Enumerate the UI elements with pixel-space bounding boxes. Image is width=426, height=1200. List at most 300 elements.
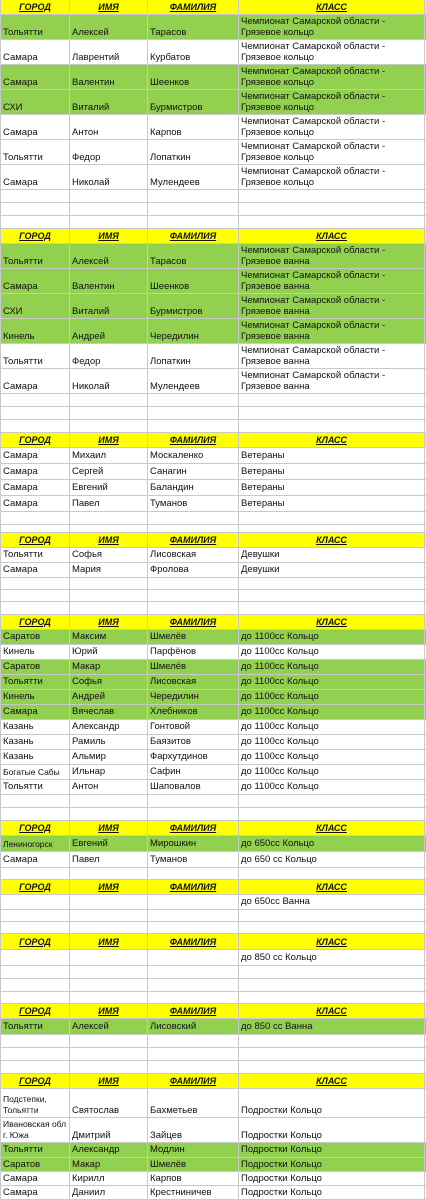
header-last-name-cell[interactable]: ФАМИЛИЯ bbox=[148, 821, 239, 835]
first-name-cell[interactable] bbox=[70, 190, 148, 202]
class-cell[interactable]: Подростки Кольцо bbox=[239, 1143, 425, 1157]
city-cell[interactable] bbox=[0, 578, 70, 589]
last-name-cell[interactable]: Тарасов bbox=[148, 15, 239, 39]
class-cell[interactable]: Ветераны bbox=[239, 480, 425, 495]
city-cell[interactable]: Самара bbox=[0, 115, 70, 139]
last-name-cell[interactable]: Шеенков bbox=[148, 65, 239, 89]
class-cell[interactable]: Чемпионат Самарской области - Грязевое кольцо bbox=[239, 65, 425, 89]
last-name-cell[interactable]: Шмелёв bbox=[148, 1158, 239, 1171]
city-cell[interactable]: Самара bbox=[0, 563, 70, 577]
last-name-cell[interactable] bbox=[148, 895, 239, 909]
city-cell[interactable]: Тольятти bbox=[0, 1143, 70, 1157]
header-last-name-cell[interactable]: ФАМИЛИЯ bbox=[148, 1004, 239, 1018]
city-cell[interactable]: Саратов bbox=[0, 630, 70, 644]
last-name-cell[interactable] bbox=[148, 602, 239, 614]
last-name-cell[interactable]: Парфёнов bbox=[148, 645, 239, 659]
class-cell[interactable]: Ветераны bbox=[239, 448, 425, 463]
city-cell[interactable]: Тольятти bbox=[0, 548, 70, 562]
first-name-cell[interactable] bbox=[70, 1035, 148, 1047]
class-cell[interactable]: до 1100cc Кольцо bbox=[239, 690, 425, 704]
first-name-cell[interactable]: Юрий bbox=[70, 645, 148, 659]
class-cell[interactable] bbox=[239, 190, 425, 202]
first-name-cell[interactable]: Макар bbox=[70, 1158, 148, 1171]
city-cell[interactable]: Тольятти bbox=[0, 140, 70, 164]
class-cell[interactable]: Чемпионат Самарской области - Грязевое ванна bbox=[239, 294, 425, 318]
first-name-cell[interactable] bbox=[70, 590, 148, 601]
city-cell[interactable]: Кинель bbox=[0, 645, 70, 659]
last-name-cell[interactable] bbox=[148, 203, 239, 215]
class-cell[interactable]: до 1100cc Кольцо bbox=[239, 705, 425, 719]
header-city-cell[interactable]: ГОРОД bbox=[0, 934, 70, 949]
first-name-cell[interactable]: Павел bbox=[70, 852, 148, 867]
city-cell[interactable] bbox=[0, 966, 70, 978]
class-cell[interactable] bbox=[239, 966, 425, 978]
last-name-cell[interactable]: Карпов bbox=[148, 115, 239, 139]
city-cell[interactable] bbox=[0, 394, 70, 406]
last-name-cell[interactable]: Фархутдинов bbox=[148, 750, 239, 764]
first-name-cell[interactable]: Макар bbox=[70, 660, 148, 674]
city-cell[interactable]: СХИ bbox=[0, 90, 70, 114]
last-name-cell[interactable]: Баландин bbox=[148, 480, 239, 495]
city-cell[interactable]: Тольятти bbox=[0, 244, 70, 268]
table-row bbox=[0, 40, 426, 65]
header-class-cell[interactable]: КЛАСС bbox=[239, 821, 425, 835]
class-cell[interactable]: до 650 сс Кольцо bbox=[239, 852, 425, 867]
city-cell[interactable]: Подстепки, Тольятти bbox=[0, 1089, 70, 1117]
last-name-cell[interactable]: Чередилин bbox=[148, 690, 239, 704]
header-class-cell[interactable]: КЛАСС bbox=[239, 0, 425, 14]
class-cell[interactable]: до 850 сс Ванна bbox=[239, 1019, 425, 1034]
class-cell[interactable] bbox=[239, 525, 425, 532]
last-name-cell[interactable]: Туманов bbox=[148, 852, 239, 867]
class-cell[interactable]: Чемпионат Самарской области - Грязевое кольцо bbox=[239, 15, 425, 39]
first-name-cell[interactable]: Николай bbox=[70, 165, 148, 189]
first-name-cell[interactable]: Сергей bbox=[70, 464, 148, 479]
class-cell[interactable]: Чемпионат Самарской области - Грязевое кольцо bbox=[239, 90, 425, 114]
class-cell[interactable]: до 1100cc Кольцо bbox=[239, 750, 425, 764]
last-name-cell[interactable]: Крестниничев bbox=[148, 1186, 239, 1199]
first-name-cell[interactable]: Даниил bbox=[70, 1186, 148, 1199]
last-name-cell[interactable]: Шмелёв bbox=[148, 630, 239, 644]
last-name-cell[interactable] bbox=[148, 992, 239, 1003]
last-name-cell[interactable] bbox=[148, 525, 239, 532]
city-cell[interactable]: Ивановская обл г. Южа bbox=[0, 1118, 70, 1142]
first-name-cell[interactable] bbox=[70, 966, 148, 978]
class-cell[interactable] bbox=[239, 407, 425, 419]
last-name-cell[interactable]: Чередилин bbox=[148, 319, 239, 343]
first-name-cell[interactable]: Федор bbox=[70, 344, 148, 368]
header-city-cell[interactable]: ГОРОД bbox=[0, 433, 70, 447]
last-name-cell[interactable]: Хлебников bbox=[148, 705, 239, 719]
class-cell[interactable] bbox=[239, 203, 425, 215]
class-cell[interactable] bbox=[239, 992, 425, 1003]
city-cell[interactable]: Самара bbox=[0, 852, 70, 867]
header-first-name-cell[interactable]: ИМЯ bbox=[70, 0, 148, 14]
first-name-cell[interactable]: Виталий bbox=[70, 294, 148, 318]
last-name-cell[interactable] bbox=[148, 578, 239, 589]
class-cell[interactable]: Чемпионат Самарской области - Грязевое кольцо bbox=[239, 40, 425, 64]
city-cell[interactable]: Богатые Сабы bbox=[0, 765, 70, 779]
last-name-cell[interactable] bbox=[148, 922, 239, 933]
last-name-cell[interactable] bbox=[148, 966, 239, 978]
class-cell[interactable]: до 1100cc Кольцо bbox=[239, 735, 425, 749]
city-cell[interactable]: Самара bbox=[0, 448, 70, 463]
first-name-cell[interactable]: Софья bbox=[70, 675, 148, 689]
class-cell[interactable]: Чемпионат Самарской области - Грязевое ванна bbox=[239, 269, 425, 293]
header-last-name-cell[interactable]: ФАМИЛИЯ bbox=[148, 615, 239, 629]
city-cell[interactable]: Тольятти bbox=[0, 780, 70, 794]
header-city-cell[interactable]: ГОРОД bbox=[0, 533, 70, 547]
first-name-cell[interactable]: Дмитрий bbox=[70, 1118, 148, 1142]
city-cell[interactable]: Самара bbox=[0, 480, 70, 495]
header-city-cell[interactable]: ГОРОД bbox=[0, 880, 70, 894]
city-cell[interactable]: Самара bbox=[0, 165, 70, 189]
last-name-cell[interactable]: Лисовский bbox=[148, 1019, 239, 1034]
last-name-cell[interactable] bbox=[148, 590, 239, 601]
first-name-cell[interactable] bbox=[70, 868, 148, 879]
last-name-cell[interactable] bbox=[148, 950, 239, 965]
city-cell[interactable] bbox=[0, 216, 70, 228]
class-cell[interactable]: до 1100cc Кольцо bbox=[239, 660, 425, 674]
first-name-cell[interactable]: Лаврентий bbox=[70, 40, 148, 64]
class-cell[interactable]: до 1100cc Кольцо bbox=[239, 720, 425, 734]
last-name-cell[interactable]: Москаленко bbox=[148, 448, 239, 463]
last-name-cell[interactable]: Мирошкин bbox=[148, 836, 239, 851]
first-name-cell[interactable] bbox=[70, 1048, 148, 1060]
city-cell[interactable]: Самара bbox=[0, 65, 70, 89]
city-cell[interactable]: Тольятти bbox=[0, 15, 70, 39]
header-class-cell[interactable]: КЛАСС bbox=[239, 433, 425, 447]
first-name-cell[interactable] bbox=[70, 394, 148, 406]
first-name-cell[interactable]: Федор bbox=[70, 140, 148, 164]
last-name-cell[interactable]: Карпов bbox=[148, 1172, 239, 1185]
header-class-cell[interactable]: КЛАСС bbox=[239, 934, 425, 949]
first-name-cell[interactable] bbox=[70, 979, 148, 991]
last-name-cell[interactable]: Санагин bbox=[148, 464, 239, 479]
city-cell[interactable]: Тольятти bbox=[0, 1019, 70, 1034]
city-cell[interactable] bbox=[0, 992, 70, 1003]
city-cell[interactable]: Казань bbox=[0, 720, 70, 734]
last-name-cell[interactable] bbox=[148, 394, 239, 406]
class-cell[interactable] bbox=[239, 808, 425, 820]
class-cell[interactable]: до 850 сс Кольцо bbox=[239, 950, 425, 965]
last-name-cell[interactable]: Бурмистров bbox=[148, 294, 239, 318]
last-name-cell[interactable]: Шмелёв bbox=[148, 660, 239, 674]
first-name-cell[interactable] bbox=[70, 407, 148, 419]
class-cell[interactable]: Ветераны bbox=[239, 496, 425, 511]
first-name-cell[interactable]: Николай bbox=[70, 369, 148, 393]
last-name-cell[interactable]: Баязитов bbox=[148, 735, 239, 749]
last-name-cell[interactable]: Зайцев bbox=[148, 1118, 239, 1142]
header-first-name-cell[interactable]: ИМЯ bbox=[70, 934, 148, 949]
first-name-cell[interactable]: Алексей bbox=[70, 1019, 148, 1034]
city-cell[interactable] bbox=[0, 808, 70, 820]
first-name-cell[interactable] bbox=[70, 578, 148, 589]
header-last-name-cell[interactable]: ФАМИЛИЯ bbox=[148, 1074, 239, 1088]
header-class-cell[interactable]: КЛАСС bbox=[239, 615, 425, 629]
first-name-cell[interactable]: Павел bbox=[70, 496, 148, 511]
header-last-name-cell[interactable]: ФАМИЛИЯ bbox=[148, 934, 239, 949]
first-name-cell[interactable]: Алексей bbox=[70, 244, 148, 268]
first-name-cell[interactable]: Мария bbox=[70, 563, 148, 577]
first-name-cell[interactable]: Антон bbox=[70, 115, 148, 139]
class-cell[interactable] bbox=[239, 795, 425, 807]
class-cell[interactable] bbox=[239, 868, 425, 879]
first-name-cell[interactable]: Александр bbox=[70, 720, 148, 734]
empty-row bbox=[0, 394, 426, 407]
city-cell[interactable] bbox=[0, 420, 70, 432]
first-name-cell[interactable] bbox=[70, 992, 148, 1003]
last-name-cell[interactable]: Гонтовой bbox=[148, 720, 239, 734]
last-name-cell[interactable]: Лопаткин bbox=[148, 140, 239, 164]
first-name-cell[interactable] bbox=[70, 910, 148, 921]
last-name-cell[interactable]: Тарасов bbox=[148, 244, 239, 268]
first-name-cell[interactable] bbox=[70, 1061, 148, 1073]
header-last-name-cell[interactable]: ФАМИЛИЯ bbox=[148, 229, 239, 243]
city-cell[interactable] bbox=[0, 868, 70, 879]
city-cell[interactable]: Кинель bbox=[0, 690, 70, 704]
header-city-cell[interactable]: ГОРОД bbox=[0, 615, 70, 629]
class-cell[interactable]: Ветераны bbox=[239, 464, 425, 479]
first-name-cell[interactable] bbox=[70, 420, 148, 432]
class-cell[interactable]: до 1100cc Кольцо bbox=[239, 765, 425, 779]
city-cell[interactable]: Кинель bbox=[0, 319, 70, 343]
city-cell[interactable] bbox=[0, 590, 70, 601]
last-name-cell[interactable]: Модлин bbox=[148, 1143, 239, 1157]
city-cell[interactable] bbox=[0, 190, 70, 202]
city-cell[interactable]: СХИ bbox=[0, 294, 70, 318]
header-class-cell[interactable]: КЛАСС bbox=[239, 1074, 425, 1088]
header-first-name-cell[interactable]: ИМЯ bbox=[70, 615, 148, 629]
table-row bbox=[0, 548, 426, 563]
city-cell[interactable]: Саратов bbox=[0, 660, 70, 674]
class-cell[interactable]: до 1100cc Кольцо bbox=[239, 630, 425, 644]
class-cell[interactable] bbox=[239, 602, 425, 614]
city-cell[interactable]: Самара bbox=[0, 1186, 70, 1199]
header-city-cell[interactable]: ГОРОД bbox=[0, 1074, 70, 1088]
last-name-cell[interactable]: Лисовская bbox=[148, 675, 239, 689]
first-name-cell[interactable]: Алексей bbox=[70, 15, 148, 39]
first-name-cell[interactable]: Александр bbox=[70, 1143, 148, 1157]
header-city-cell[interactable]: ГОРОД bbox=[0, 821, 70, 835]
city-cell[interactable] bbox=[0, 1061, 70, 1073]
city-cell[interactable] bbox=[0, 922, 70, 933]
first-name-cell[interactable]: Валентин bbox=[70, 65, 148, 89]
header-first-name-cell[interactable]: ИМЯ bbox=[70, 229, 148, 243]
last-name-cell[interactable]: Бахметьев bbox=[148, 1089, 239, 1117]
header-first-name-cell[interactable]: ИМЯ bbox=[70, 533, 148, 547]
first-name-cell[interactable] bbox=[70, 216, 148, 228]
header-first-name-cell[interactable]: ИМЯ bbox=[70, 433, 148, 447]
class-cell[interactable]: до 1100cc Кольцо bbox=[239, 780, 425, 794]
header-city-cell[interactable]: ГОРОД bbox=[0, 1004, 70, 1018]
class-cell[interactable]: Девушки bbox=[239, 563, 425, 577]
class-cell[interactable] bbox=[239, 420, 425, 432]
class-cell[interactable]: Подростки Кольцо bbox=[239, 1158, 425, 1171]
class-cell[interactable]: Чемпионат Самарской области - Грязевое ванна bbox=[239, 344, 425, 368]
city-cell[interactable] bbox=[0, 910, 70, 921]
header-city-cell[interactable]: ГОРОД bbox=[0, 0, 70, 14]
city-cell[interactable] bbox=[0, 979, 70, 991]
header-first-name-cell[interactable]: ИМЯ bbox=[70, 821, 148, 835]
first-name-cell[interactable] bbox=[70, 525, 148, 532]
last-name-cell[interactable] bbox=[148, 910, 239, 921]
class-cell[interactable] bbox=[239, 1035, 425, 1047]
class-cell[interactable]: Чемпионат Самарской области - Грязевое ванна bbox=[239, 319, 425, 343]
class-cell[interactable]: Подростки Кольцо bbox=[239, 1089, 425, 1117]
last-name-cell[interactable]: Фролова bbox=[148, 563, 239, 577]
first-name-cell[interactable]: Софья bbox=[70, 548, 148, 562]
header-row bbox=[0, 0, 426, 15]
class-cell[interactable] bbox=[239, 394, 425, 406]
first-name-cell[interactable]: Михаил bbox=[70, 448, 148, 463]
last-name-cell[interactable]: Шеенков bbox=[148, 269, 239, 293]
last-name-cell[interactable] bbox=[148, 407, 239, 419]
city-cell[interactable]: Самара bbox=[0, 40, 70, 64]
header-first-name-cell[interactable]: ИМЯ bbox=[70, 1074, 148, 1088]
last-name-cell[interactable] bbox=[148, 795, 239, 807]
city-cell[interactable]: Казань bbox=[0, 750, 70, 764]
header-class-cell[interactable]: КЛАСС bbox=[239, 880, 425, 894]
city-cell[interactable]: Лениногорск bbox=[0, 836, 70, 851]
first-name-cell[interactable] bbox=[70, 795, 148, 807]
first-name-cell[interactable]: Андрей bbox=[70, 319, 148, 343]
first-name-cell[interactable]: Альмир bbox=[70, 750, 148, 764]
city-cell[interactable]: Самара bbox=[0, 369, 70, 393]
class-cell[interactable] bbox=[239, 216, 425, 228]
class-cell[interactable] bbox=[239, 590, 425, 601]
class-cell[interactable] bbox=[239, 578, 425, 589]
city-cell[interactable]: Казань bbox=[0, 735, 70, 749]
last-name-cell[interactable] bbox=[148, 868, 239, 879]
class-cell[interactable]: Подростки Кольцо bbox=[239, 1118, 425, 1142]
header-class-cell[interactable]: КЛАСС bbox=[239, 533, 425, 547]
first-name-cell[interactable]: Святослав bbox=[70, 1089, 148, 1117]
first-name-cell[interactable]: Андрей bbox=[70, 690, 148, 704]
city-cell[interactable]: Тольятти bbox=[0, 675, 70, 689]
last-name-cell[interactable] bbox=[148, 190, 239, 202]
empty-row bbox=[0, 979, 426, 992]
class-cell[interactable] bbox=[239, 1048, 425, 1060]
last-name-cell[interactable] bbox=[148, 979, 239, 991]
city-cell[interactable] bbox=[0, 1048, 70, 1060]
city-cell[interactable]: Самара bbox=[0, 1172, 70, 1185]
first-name-cell[interactable] bbox=[70, 203, 148, 215]
last-name-cell[interactable]: Лопаткин bbox=[148, 344, 239, 368]
first-name-cell[interactable]: Кирилл bbox=[70, 1172, 148, 1185]
last-name-cell[interactable] bbox=[148, 1048, 239, 1060]
class-cell[interactable] bbox=[239, 910, 425, 921]
header-city-cell[interactable]: ГОРОД bbox=[0, 229, 70, 243]
header-class-cell[interactable]: КЛАСС bbox=[239, 1004, 425, 1018]
first-name-cell[interactable]: Виталий bbox=[70, 90, 148, 114]
city-cell[interactable] bbox=[0, 895, 70, 909]
table-row bbox=[0, 1118, 426, 1143]
first-name-cell[interactable]: Антон bbox=[70, 780, 148, 794]
class-cell[interactable]: Подростки Кольцо bbox=[239, 1172, 425, 1185]
class-cell[interactable] bbox=[239, 512, 425, 524]
city-cell[interactable]: Самара bbox=[0, 464, 70, 479]
last-name-cell[interactable] bbox=[148, 1061, 239, 1073]
class-cell[interactable]: Чемпионат Самарской области - Грязевое ванна bbox=[239, 244, 425, 268]
class-cell[interactable]: Подростки Кольцо bbox=[239, 1186, 425, 1199]
last-name-cell[interactable]: Туманов bbox=[148, 496, 239, 511]
city-cell[interactable] bbox=[0, 203, 70, 215]
city-cell[interactable]: Саратов bbox=[0, 1158, 70, 1171]
last-name-cell[interactable] bbox=[148, 512, 239, 524]
first-name-cell[interactable]: Вячеслав bbox=[70, 705, 148, 719]
header-last-name-cell[interactable]: ФАМИЛИЯ bbox=[148, 433, 239, 447]
header-first-name-cell[interactable]: ИМЯ bbox=[70, 880, 148, 894]
last-name-cell[interactable] bbox=[148, 216, 239, 228]
table-row bbox=[0, 735, 426, 750]
city-cell[interactable]: Самара bbox=[0, 269, 70, 293]
first-name-cell[interactable] bbox=[70, 895, 148, 909]
first-name-cell[interactable]: Евгений bbox=[70, 836, 148, 851]
class-cell[interactable]: Чемпионат Самарской области - Грязевое ванна bbox=[239, 369, 425, 393]
first-name-cell[interactable]: Евгений bbox=[70, 480, 148, 495]
first-name-cell[interactable] bbox=[70, 512, 148, 524]
last-name-cell[interactable]: Бурмистров bbox=[148, 90, 239, 114]
last-name-cell[interactable]: Мулендеев bbox=[148, 165, 239, 189]
last-name-cell[interactable]: Лисовская bbox=[148, 548, 239, 562]
first-name-cell[interactable] bbox=[70, 602, 148, 614]
class-cell[interactable]: Девушки bbox=[239, 548, 425, 562]
first-name-cell[interactable] bbox=[70, 950, 148, 965]
class-cell[interactable] bbox=[239, 1061, 425, 1073]
header-last-name-cell[interactable]: ФАМИЛИЯ bbox=[148, 0, 239, 14]
first-name-cell[interactable]: Максим bbox=[70, 630, 148, 644]
city-cell[interactable] bbox=[0, 525, 70, 532]
first-name-cell[interactable]: Валентин bbox=[70, 269, 148, 293]
city-cell[interactable] bbox=[0, 795, 70, 807]
class-cell[interactable]: до 1100cc Кольцо bbox=[239, 645, 425, 659]
first-name-cell[interactable] bbox=[70, 922, 148, 933]
class-cell[interactable] bbox=[239, 979, 425, 991]
header-last-name-cell[interactable]: ФАМИЛИЯ bbox=[148, 533, 239, 547]
class-cell[interactable]: Чемпионат Самарской области - Грязевое кольцо bbox=[239, 165, 425, 189]
header-first-name-cell[interactable]: ИМЯ bbox=[70, 1004, 148, 1018]
first-name-cell[interactable] bbox=[70, 808, 148, 820]
last-name-cell[interactable]: Мулендеев bbox=[148, 369, 239, 393]
class-cell[interactable]: Чемпионат Самарской области - Грязевое кольцо bbox=[239, 140, 425, 164]
city-cell[interactable]: Самара bbox=[0, 705, 70, 719]
city-cell[interactable] bbox=[0, 1035, 70, 1047]
class-cell[interactable] bbox=[239, 922, 425, 933]
last-name-cell[interactable] bbox=[148, 420, 239, 432]
class-cell[interactable]: до 1100cc Кольцо bbox=[239, 675, 425, 689]
last-name-cell[interactable]: Шаповалов bbox=[148, 780, 239, 794]
city-cell[interactable]: Тольятти bbox=[0, 344, 70, 368]
first-name-cell[interactable]: Рамиль bbox=[70, 735, 148, 749]
last-name-cell[interactable]: Курбатов bbox=[148, 40, 239, 64]
header-class-cell[interactable]: КЛАСС bbox=[239, 229, 425, 243]
class-cell[interactable]: до 650сс Кольцо bbox=[239, 836, 425, 851]
last-name-cell[interactable] bbox=[148, 808, 239, 820]
last-name-cell[interactable] bbox=[148, 1035, 239, 1047]
table-row bbox=[0, 344, 426, 369]
city-cell[interactable] bbox=[0, 602, 70, 614]
city-cell[interactable] bbox=[0, 950, 70, 965]
city-cell[interactable] bbox=[0, 407, 70, 419]
city-cell[interactable] bbox=[0, 512, 70, 524]
class-cell[interactable]: Чемпионат Самарской области - Грязевое кольцо bbox=[239, 115, 425, 139]
city-cell[interactable]: Самара bbox=[0, 496, 70, 511]
class-cell[interactable]: до 650сс Ванна bbox=[239, 895, 425, 909]
header-last-name-cell[interactable]: ФАМИЛИЯ bbox=[148, 880, 239, 894]
last-name-cell[interactable]: Сафин bbox=[148, 765, 239, 779]
first-name-cell[interactable]: Ильнар bbox=[70, 765, 148, 779]
